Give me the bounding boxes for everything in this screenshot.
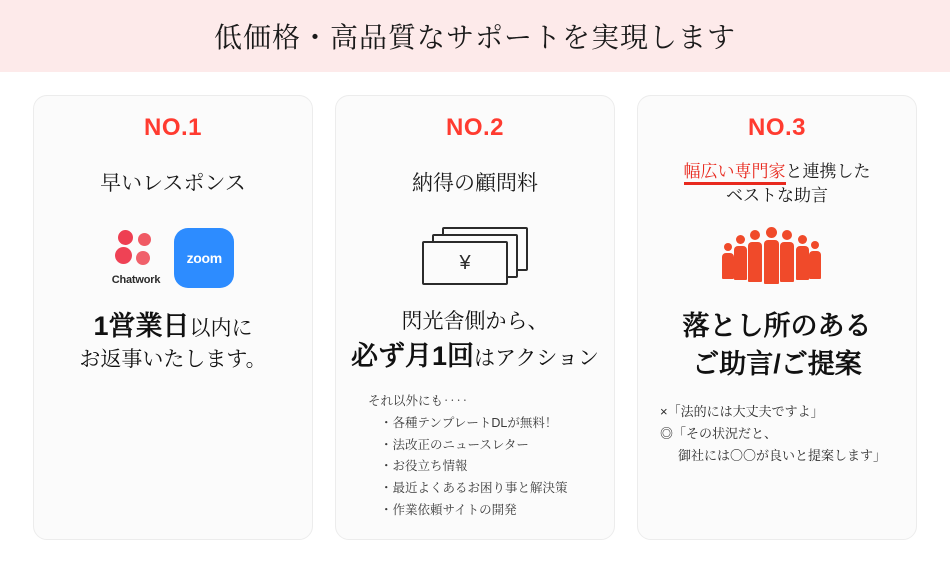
- list-item: ・最近よくあるお困り事と解決策: [380, 481, 568, 496]
- list-item: ・法改正のニュースレター: [380, 437, 529, 452]
- card-no3-subtitle-rest: と連携した: [785, 162, 871, 182]
- card-no3: [637, 95, 917, 540]
- chatwork-logo: [112, 230, 161, 286]
- zoom-label: zoom: [186, 250, 222, 266]
- card-no2-icons: [420, 214, 530, 302]
- cards-row: [0, 95, 950, 540]
- card-no1: [33, 95, 313, 540]
- card-no1-icons: [112, 214, 235, 302]
- card-no2-rank: NO.2: [445, 114, 504, 141]
- card-no2: [335, 95, 615, 540]
- card-no3-rank: NO.3: [747, 114, 806, 141]
- card-no2-headline-bold: 必ず月1回: [351, 341, 475, 372]
- yen-symbol: ¥: [459, 251, 471, 274]
- list-item: ・お役立ち情報: [380, 459, 468, 474]
- chatwork-label: Chatwork: [111, 274, 161, 286]
- card-no2-notes: [350, 391, 600, 522]
- card-no3-icons: [722, 214, 832, 302]
- card-no3-notes: [652, 401, 902, 467]
- money-bills-icon: [420, 227, 530, 289]
- card-no1-subtitle: 早いレスポンス: [100, 171, 246, 195]
- card-no3-subtitle-line2: ベストな助言: [726, 186, 828, 205]
- list-item: ・作業依頼サイトの開発: [380, 503, 517, 518]
- list-item: ・各種テンプレートDLが無料！: [380, 415, 558, 430]
- card-no3-subtitle: [684, 156, 871, 212]
- card-no3-headline-line2: ご助言/ご提案: [692, 349, 862, 380]
- list-item: ◎「その状況だと、: [660, 425, 778, 441]
- list-item: 御社には〇〇が良いと提案します」: [678, 448, 887, 464]
- card-no1-headline: [79, 308, 266, 377]
- card-no2-headline: [351, 308, 599, 377]
- people-group-icon: [722, 227, 832, 289]
- card-no3-headline-line1: 落とし所のある: [682, 311, 872, 341]
- card-no2-notes-lead: それ以外にも‥‥: [368, 393, 469, 408]
- card-no1-headline-normal: 以内に: [189, 317, 253, 340]
- card-no1-headline-bold: 1営業日: [93, 311, 190, 341]
- header-band: [0, 0, 950, 72]
- card-no3-subtitle-marked: 幅広い専門家: [684, 162, 786, 185]
- card-no2-headline-line1: 閃光舎側から、: [401, 310, 549, 333]
- card-no1-rank: NO.1: [143, 114, 202, 141]
- card-no3-headline: [683, 308, 872, 385]
- zoom-logo: [174, 228, 234, 288]
- page-title: 低価格・高品質なサポートを実現します: [213, 22, 736, 53]
- card-no1-headline-line2: お返事いたします。: [79, 348, 267, 372]
- card-no2-headline-normal: はアクション: [474, 347, 599, 371]
- card-no2-subtitle: 納得の顧問料: [412, 171, 538, 195]
- chatwork-dots-icon: [114, 230, 158, 270]
- list-item: ×「法的には大丈夫ですよ」: [660, 403, 824, 419]
